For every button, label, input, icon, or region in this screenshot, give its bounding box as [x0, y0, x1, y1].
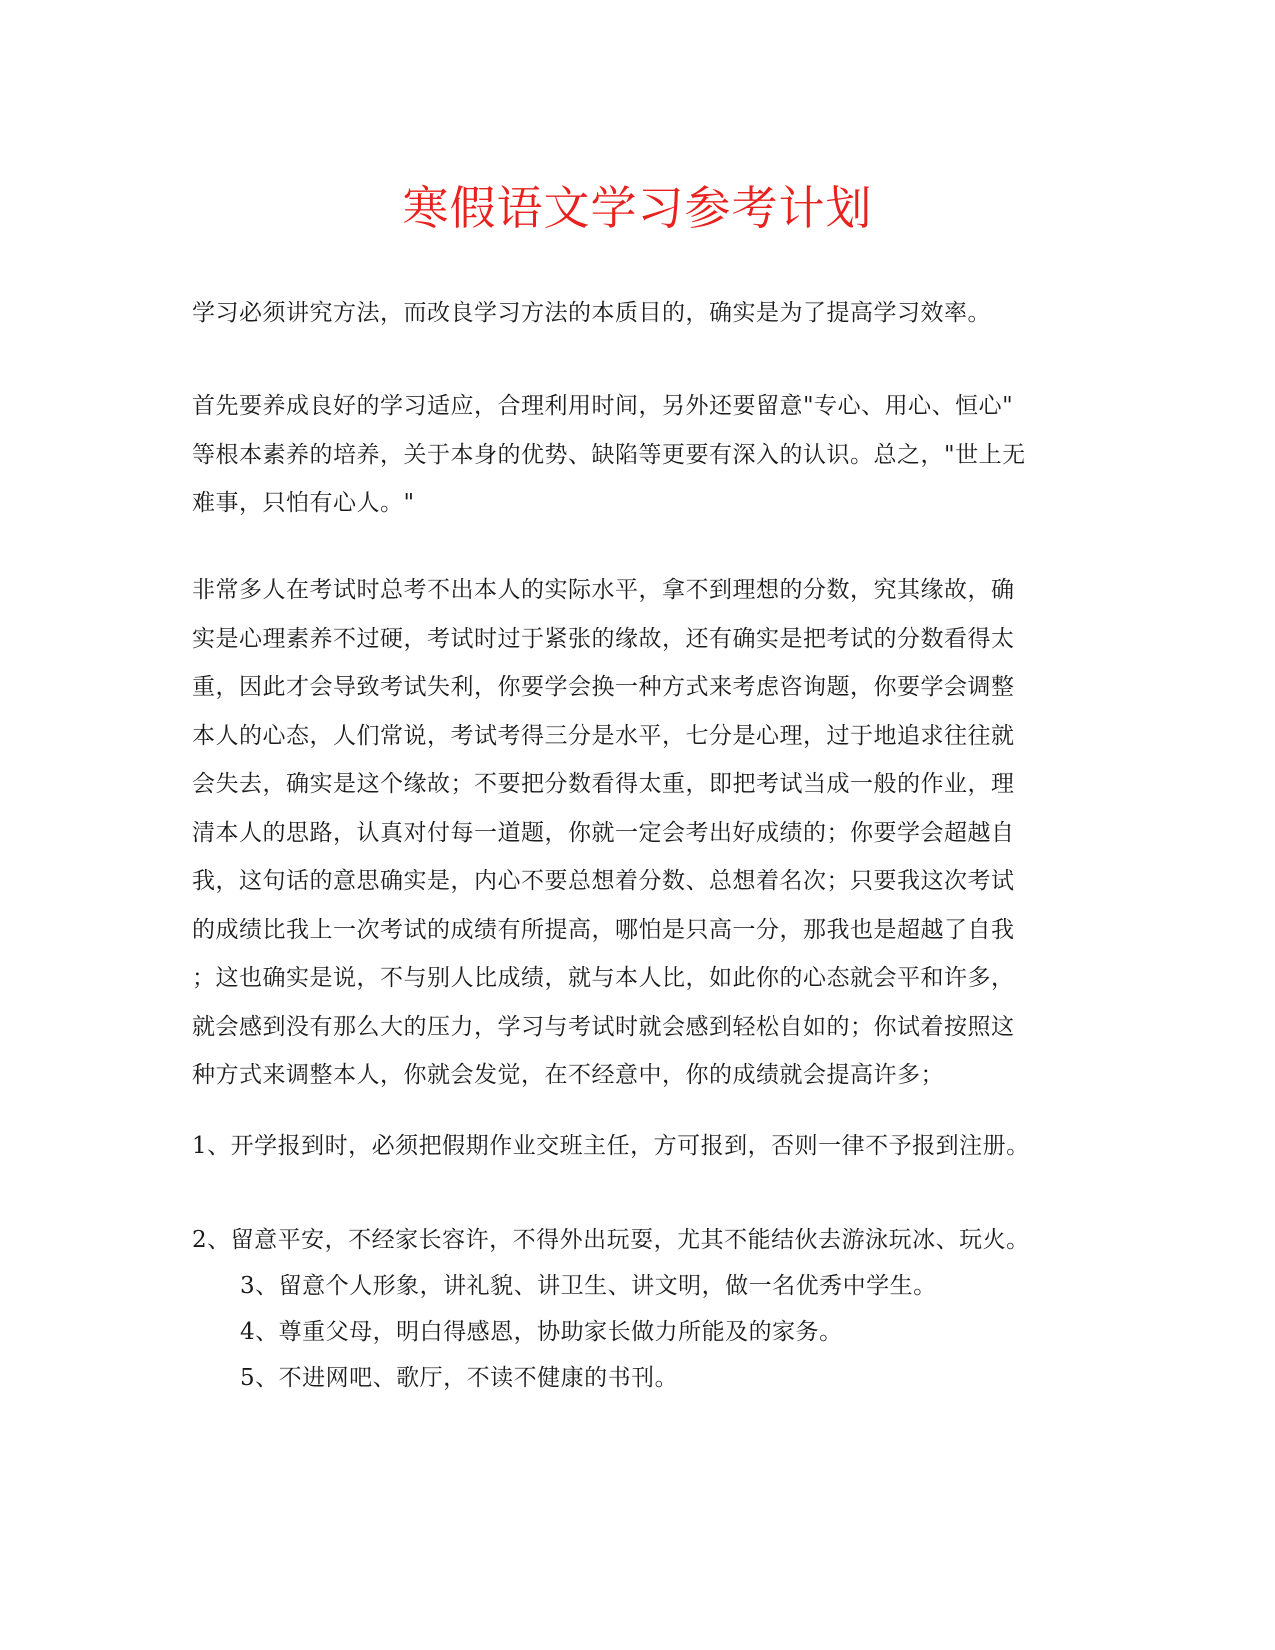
- list-item-3: 3、留意个人形象，讲礼貌、讲卫生、讲文明，做一名优秀中学生。: [240, 1273, 937, 1299]
- paragraph-intro: 学习必须讲究方法，而改良学习方法的本质目的，确实是为了提高学习效率。: [192, 300, 991, 326]
- paragraph-habits: 首先要养成良好的学习适应，合理利用时间，另外还要留意"专心、用心、恒心" 等根本素养的培养，关于本身的优势、缺陷等更要有深入的认识。总之，"世上无 难事，只怕有心人。": [192, 393, 1026, 516]
- list-item-2: 2、留意平安，不经家长容许，不得外出玩耍，尤其不能结伙去游泳玩冰、玩火。: [192, 1227, 1030, 1253]
- list-item-4: 4、尊重父母，明白得感恩，协助家长做力所能及的家务。: [240, 1319, 843, 1345]
- document-title: 寒假语文学习参考计划: [402, 181, 873, 235]
- list-item-1: 1、开学报到时，必须把假期作业交班主任，方可报到，否则一律不予报到注册。: [192, 1133, 1030, 1159]
- list-item-5: 5、不进网吧、歌厅，不读不健康的书刊。: [240, 1365, 679, 1391]
- paragraph-exam-mindset: 非常多人在考试时总考不出本人的实际水平，拿不到理想的分数，究其缘故，确 实是心理素养不过硬，考试时过于紧张的缘故，还有确实是把考试的分数看得太 重，因此才会导致考试失利，你要学会换一种方式来考虑咨询题，你要学会调整 本人的心态，人们常说，考试考得三分是水平，七分是心理，过于地追求往往就 会失去，确实是这个缘故；不要把分数看得太重，即把考试当成一般的作业，理 清本人的思路，认真对付每一道题，你就一定会考出好成绩的；你要学会超越自 我，这句话的意思确实是，内心不要总想着分数、总想着名次；只要我这次考试 的成绩比我上一次考试的成绩有所提高，哪怕是只高一分，那我也是超越了自我 ；这也确实是说，不与别人比成绩，就与本人比，如此你的心态就会平和许多， 就会感到没有那么大的压力，学习与考试时就会感到轻松自如的；你试着按照这 种方式来调整本人，你就会发觉，在不经意中，你的成绩就会提高许多；: [192, 577, 1015, 1088]
